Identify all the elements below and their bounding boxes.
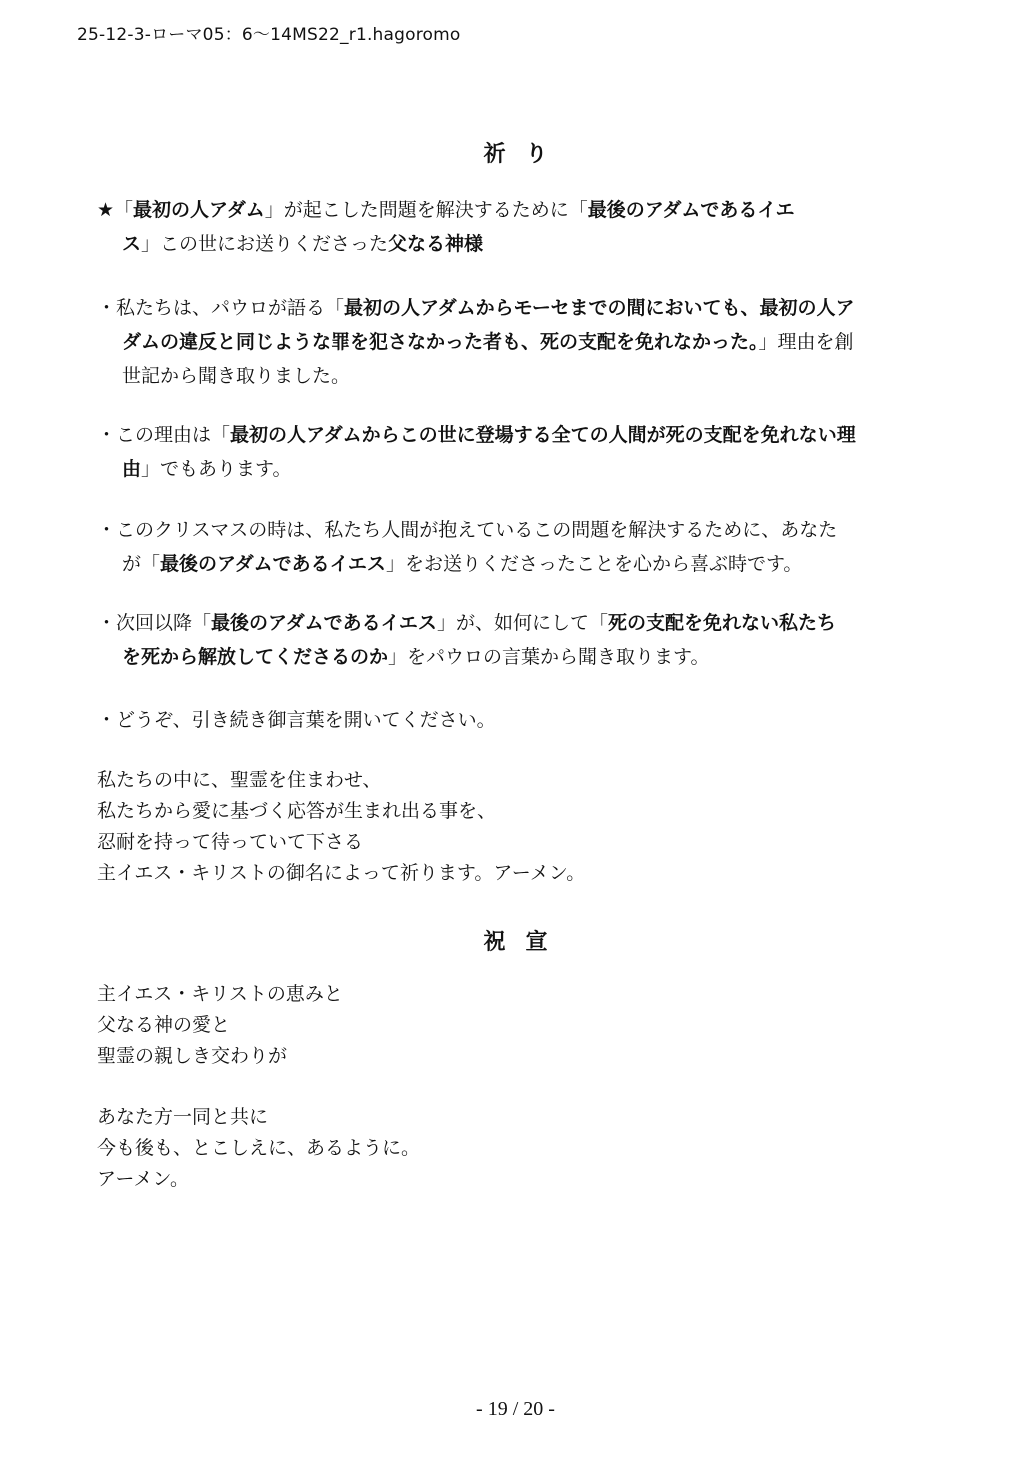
bullet-line: [97, 418, 927, 452]
text-segment: ★「: [97, 199, 134, 221]
emphasized-text: 死の支配を免れない私たち: [607, 612, 836, 634]
bullet-item: [97, 291, 927, 393]
text-segment: ・このクリスマスの時は、私たち人間が抱えているこの問題を解決するために、あなた: [97, 519, 838, 541]
closing-prayer-line: 私たちの中に、聖霊を住まわせ、: [97, 769, 382, 791]
blessing-line: あなた方一同と共に: [97, 1106, 269, 1128]
bullet-item: [97, 513, 927, 581]
closing-prayer: [97, 765, 585, 889]
text-segment: 世記から聞き取りました。: [122, 365, 351, 387]
closing-prayer-line: 私たちから愛に基づく応答が生まれ出る事を、: [97, 800, 497, 822]
closing-prayer-line: 主イエス・キリストの御名によって祈ります。アーメン。: [97, 862, 586, 884]
text-segment: 」理由を創: [758, 331, 854, 353]
blessing-heading: 祝宣: [483, 930, 568, 955]
bullet-line: [97, 359, 927, 393]
bullet-line: [97, 703, 927, 737]
prayer-heading: 祈り: [483, 142, 568, 167]
emphasized-text: 由: [122, 458, 142, 480]
emphasized-text: 父なる神様: [388, 233, 484, 255]
page-number: - 19 / 20 -: [476, 1398, 555, 1420]
text-segment: ・次回以降「: [97, 612, 212, 634]
emphasized-text: ス: [122, 233, 142, 255]
emphasized-text: を死から解放してくださるのか: [122, 646, 389, 668]
emphasized-text: 最後のアダムであるイエス: [160, 553, 386, 575]
text-segment: 」をお送りくださったことを心から喜ぶ時です。: [385, 553, 803, 575]
emphasized-text: 最初の人アダム: [133, 199, 265, 221]
text-segment: が「: [122, 553, 161, 575]
text-segment: 」でもあります。: [141, 458, 292, 480]
bullet-line: [97, 291, 927, 325]
text-segment: 」が起こした問題を解決するために「: [264, 199, 588, 221]
closing-prayer-line: 忍耐を持って待っていて下さる: [97, 831, 364, 853]
bullet-item: [97, 606, 927, 674]
bullet-line: [97, 606, 927, 640]
bullet-item: [97, 703, 927, 737]
emphasized-text: ダムの違反と同じような罪を犯さなかった者も、死の支配を免れなかった。: [122, 331, 759, 353]
text-segment: ・この理由は「: [97, 424, 231, 446]
text-segment: 」この世にお送りくださった: [141, 233, 389, 255]
blessing-line: 主イエス・キリストの恵みと: [97, 983, 343, 1005]
bullet-item: [97, 418, 927, 486]
bullet-line: [97, 547, 927, 581]
blessing-line: アーメン。: [97, 1168, 189, 1190]
text-segment: 」をパウロの言葉から聞き取ります。: [388, 646, 710, 668]
document-file-name: 25-12-3-ローマ05：6～14MS22_r1.hagoromo: [77, 25, 461, 45]
emphasized-text: 最初の人アダムからこの世に登場する全ての人間が死の支配を免れない理: [230, 424, 856, 446]
emphasized-text: 最後のアダムであるイエス: [211, 612, 437, 634]
text-segment: ・どうぞ、引き続き御言葉を開いてください。: [97, 709, 496, 731]
bullet-line: [97, 513, 927, 547]
blessing-line: 今も後も、とこしえに、あるように。: [97, 1137, 421, 1159]
star-item-line-2: [97, 227, 927, 261]
text-segment: 」が、如何にして「: [436, 612, 608, 634]
emphasized-text: 最後のアダムであるイエ: [587, 199, 795, 221]
bullet-line: [97, 640, 927, 674]
star-item-line-1: [97, 193, 927, 227]
bullet-line: [97, 452, 927, 486]
star-item: [97, 193, 927, 261]
blessing-stanza: [97, 979, 343, 1072]
blessing-stanza: [97, 1102, 420, 1195]
text-segment: ・私たちは、パウロが語る「: [97, 297, 345, 319]
blessing-line: 聖霊の親しき交わりが: [97, 1045, 288, 1067]
blessing-line: 父なる神の愛と: [97, 1014, 231, 1036]
bullet-line: [97, 325, 927, 359]
emphasized-text: 最初の人アダムからモーセまでの間においても、最初の人ア: [344, 297, 855, 319]
